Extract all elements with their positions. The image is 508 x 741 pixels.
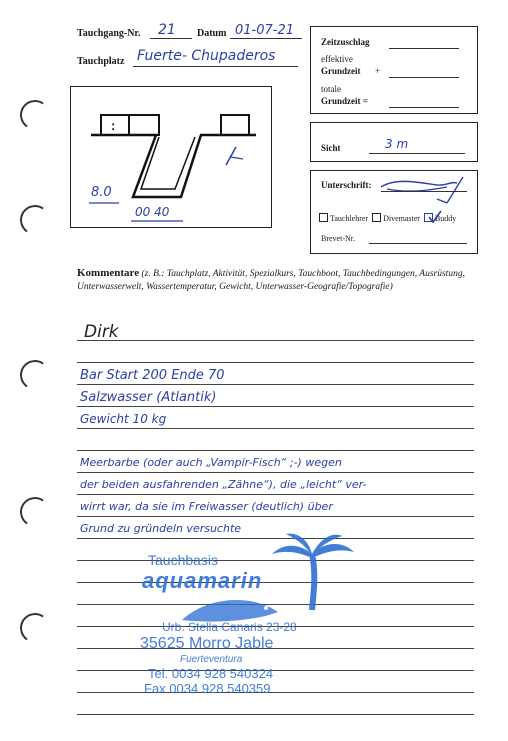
- comment-line-1: Dirk: [84, 322, 119, 342]
- signature-box: [310, 170, 478, 254]
- stamp-tauchbasis: Tauchbasis: [148, 552, 219, 568]
- zeitzuschlag-label: Zeitzuschlag: [321, 37, 370, 47]
- comment-line-3: Salzwasser (Atlantik): [80, 390, 217, 405]
- ruled-line: [77, 340, 474, 341]
- svg-text::: :: [111, 118, 116, 133]
- effektive-label: effektive: [321, 54, 353, 64]
- buddy-checkmark: [427, 209, 443, 225]
- signature-line: [381, 191, 467, 192]
- grundzeit-total-label: Grundzeit =: [321, 96, 368, 106]
- ruled-line: [77, 428, 474, 429]
- ruled-line: [77, 406, 474, 407]
- comment-line-6: der beiden ausfahrenden „Zähne“), die „leicht“ ver-: [80, 478, 367, 491]
- divemaster-checkbox[interactable]: [372, 213, 381, 222]
- sicht-box: [310, 122, 478, 162]
- comment-line-8: Grund zu gründeln versuchte: [80, 522, 242, 535]
- grundzeit-total-line: [389, 107, 459, 108]
- ruled-line: [77, 494, 474, 495]
- plus-sign: +: [375, 66, 381, 76]
- bottom-time-value: 00 40: [135, 205, 170, 219]
- brevet-line: [369, 243, 467, 244]
- ruled-line: [77, 362, 474, 363]
- punch-hole: [18, 495, 53, 530]
- grundzeit-line: [389, 77, 459, 78]
- stamp-island: Fuerteventura: [180, 654, 243, 665]
- kommentare-hint: (z. B.: Tauchplatz, Aktivität, Spezialkurs, Tauchboot, Tauchbedingungen, Ausrüstung, Unterwasserwelt, Wassertemperatur, Gewicht, Unterwasser-Geografie/Topografie): [77, 269, 465, 292]
- kommentare-section: [77, 267, 477, 294]
- comment-line-4: Gewicht 10 kg: [80, 412, 167, 426]
- kommentare-title: Kommentare: [77, 267, 140, 279]
- divemaster-label: Divemaster: [383, 214, 420, 223]
- tauchgang-label: Tauchgang-Nr.: [77, 28, 141, 39]
- datum-value: 01-07-21: [235, 23, 295, 38]
- ruled-line: [77, 516, 474, 517]
- dive-center-stamp: [138, 538, 338, 708]
- sicht-line: [369, 153, 465, 154]
- ruled-line: [77, 384, 474, 385]
- comment-line-7: wirrt war, da sie im Freiwasser (deutlich) über: [80, 500, 333, 513]
- signature-label: Unterschrift:: [321, 180, 372, 190]
- tauchplatz-value: Fuerte- Chupaderos: [137, 48, 276, 64]
- ruled-line: [77, 472, 474, 473]
- comment-line-2: Bar Start 200 Ende 70: [80, 368, 225, 383]
- ruled-line: [77, 714, 474, 715]
- ruled-line: [77, 450, 474, 451]
- datum-underline: [230, 38, 302, 39]
- stamp-fax: Fax 0034 928 540359: [144, 681, 271, 696]
- time-box: [310, 26, 478, 114]
- stamp-brand: aquamarin: [142, 568, 263, 593]
- dive-profile-box: [70, 86, 272, 228]
- tauchgang-underline: [150, 38, 192, 39]
- zeitzuschlag-line: [389, 48, 459, 49]
- tauchlehrer-checkbox[interactable]: [319, 213, 328, 222]
- comment-line-5: Meerbarbe (oder auch „Vampir-Fisch“ ;-) wegen: [80, 456, 342, 469]
- tauchplatz-label: Tauchplatz: [77, 56, 125, 67]
- stamp-tel: Tel. 0034 928 540324: [148, 666, 274, 681]
- datum-label: Datum: [197, 28, 227, 39]
- grundzeit-label: Grundzeit: [321, 66, 361, 76]
- totale-label: totale: [321, 84, 341, 94]
- stamp-city: 35625 Morro Jable: [140, 635, 274, 652]
- tauchplatz-underline: [133, 66, 298, 67]
- punch-hole: [18, 203, 53, 238]
- sicht-label: Sicht: [321, 143, 341, 153]
- stamp-street: Urb. Stella Canaris 23-28: [162, 620, 297, 634]
- punch-hole: [18, 98, 53, 133]
- depth-value: 8.0: [91, 185, 112, 200]
- signature-scribble: [377, 173, 487, 213]
- buddy-label: Buddy: [434, 214, 457, 223]
- dive-profile-diagram: [71, 87, 271, 227]
- brevet-label: Brevet-Nr.: [321, 234, 355, 243]
- tauchlehrer-label: Tauchlehrer: [330, 214, 369, 223]
- tauchgang-value: 21: [158, 22, 176, 38]
- sicht-value: 3 m: [385, 137, 409, 151]
- punch-hole: [18, 611, 53, 646]
- punch-hole: [18, 358, 53, 393]
